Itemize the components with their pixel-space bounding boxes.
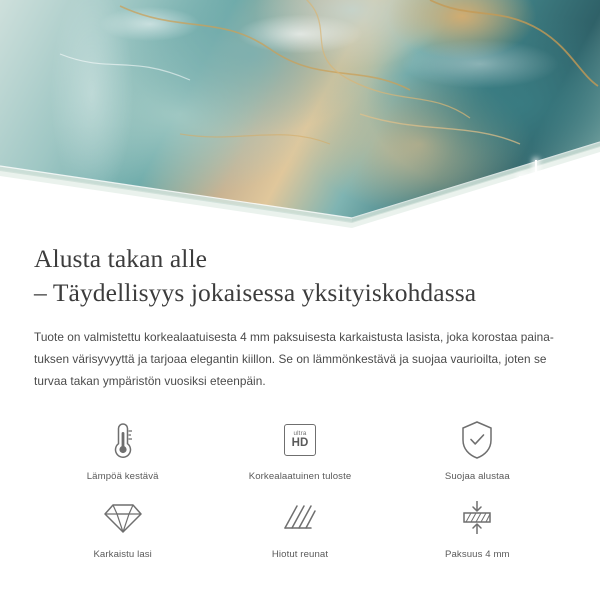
page-title: [34, 228, 566, 310]
feature-label: Karkaistu lasi: [93, 549, 152, 560]
feature-label: Lämpöä kestävä: [86, 471, 159, 482]
sparkle-icon: [499, 192, 513, 206]
feature-label: Suojaa alustaa: [444, 471, 510, 482]
hero-image: [0, 0, 600, 228]
shield-check-icon: [459, 418, 495, 462]
thermometer-icon: [108, 418, 138, 462]
feature-high-quality-print: [211, 418, 388, 482]
ultra-hd-icon: [284, 418, 316, 462]
feature-grid: [34, 418, 566, 560]
polished-edges-icon: [281, 496, 319, 540]
thickness-arrows-icon: [457, 496, 497, 540]
marble-glass-artwork: [0, 0, 600, 228]
diamond-icon: [103, 496, 143, 540]
feature-thickness: [389, 496, 566, 560]
headline-line-2: – Täydellisyys jokaisessa yksityiskohdassa: [34, 278, 477, 307]
feature-polished-edges: [211, 496, 388, 560]
ultra-hd-badge-top: ultra: [293, 429, 307, 437]
headline-line-1: Alusta takan alle: [34, 244, 208, 273]
sparkle-icon: [549, 186, 571, 208]
feature-label: Hiotut reunat: [271, 549, 329, 560]
feature-protects-surface: [389, 418, 566, 482]
description-paragraph: Tuote on valmistettu korkealaatuisesta 4 mm paksuisesta karkaistusta lasista, joka korostaa paina- tuksen värisyvyyttä ja tarjoaa elegantin kiillon. Se on lämmönkestävä ja suojaa vaurioilta, joten se turvaa takan ympäristön vuosiksi eteenpäin.: [34, 330, 554, 388]
feature-label: Korkealaatuinen tuloste: [248, 471, 352, 482]
feature-heat-resistant: [34, 418, 211, 482]
feature-tempered-glass: [34, 496, 211, 560]
content-area: [0, 228, 600, 560]
feature-label: Paksuus 4 mm: [444, 549, 510, 560]
ultra-hd-badge-bottom: HD: [291, 436, 309, 449]
